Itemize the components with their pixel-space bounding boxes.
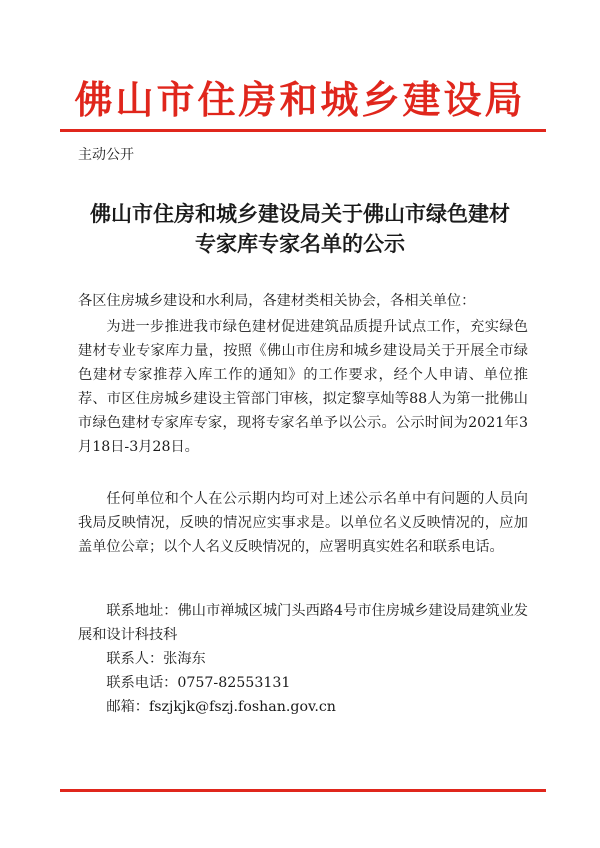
paragraph-text: 为进一步推进我市绿色建材促进建筑品质提升试点工作，充实绿色建材专业专家库力量，按照《佛山市住房和城乡建设局关于开展全市绿色建材专家推荐入库工作的通知》的工作要求，经个人申请、单位推荐、市区住房城乡建设主管部门审核，拟定黎享灿等88人为第一批佛山市绿色建材专家库专家，现将专家名单予以公示。公示时间为2021年3月18日-3月28日。 [78,319,528,455]
contact-email[interactable]: 邮箱：fszjkjk@fszj.foshan.gov.cn [106,699,336,715]
paragraph-text: 任何单位和个人在公示期内均可对上述公示名单中有问题的人员向我局反映情况，反映的情况应实事求是。以单位名义反映情况的，应加盖单位公章；以个人名义反映情况的，应署明真实姓名和联系电话。 [78,491,528,555]
masthead-divider [60,129,546,132]
document-title-line-1: 佛山市住房和城乡建设局关于佛山市绿色建材 [90,201,510,226]
disclosure-label: 主动公开 [78,147,134,163]
masthead-title: 佛山市住房和城乡建设局 [74,77,526,122]
paragraph-feedback [78,487,528,559]
salutation-text: 各区住房城乡建设和水利局，各建材类相关协会，各相关单位： [78,293,476,309]
contact-person: 联系人：张海东 [106,651,206,667]
paragraph-announcement [78,315,528,459]
document-title-line-2: 专家库专家名单的公示 [195,231,405,256]
footer-divider [60,789,546,792]
contact-address: 联系地址：佛山市禅城区城门头西路4号市住房城乡建设局建筑业发展和设计科技科 [78,603,528,643]
contact-block [78,599,528,719]
contact-phone: 联系电话：0757-82553131 [106,675,291,691]
salutation [78,289,528,313]
